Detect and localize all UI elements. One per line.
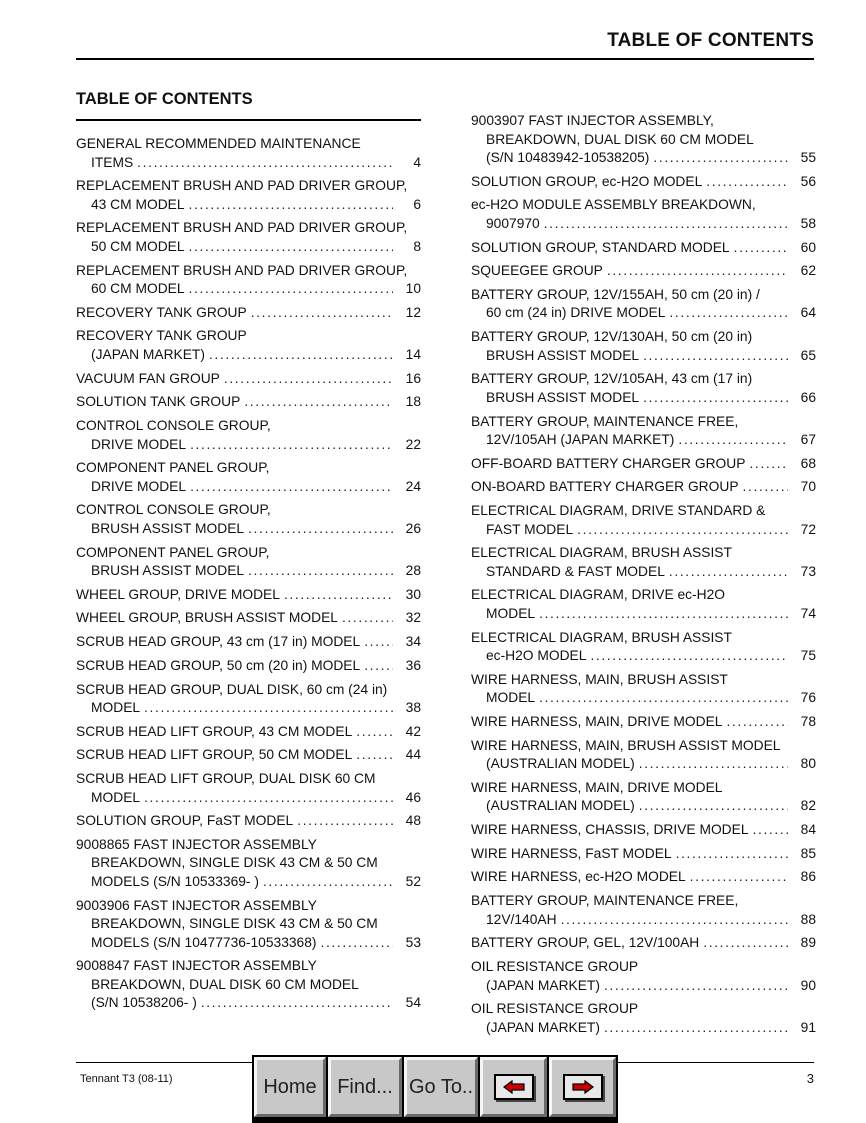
toc-entry-title-line: 9007970 — [486, 215, 540, 231]
toc-entry-title-line: 60 cm (24 in) DRIVE MODEL — [486, 305, 666, 321]
toc-page-number[interactable]: 4 — [413, 154, 421, 170]
footer-page-number: 3 — [806, 1071, 814, 1086]
dot-leader — [364, 657, 393, 676]
dot-leader — [137, 154, 393, 173]
toc-entry[interactable] — [76, 327, 421, 364]
toc-entry-title-line: STANDARD & FAST MODEL — [486, 563, 665, 579]
toc-page-number[interactable]: 16 — [405, 370, 421, 386]
toc-entry[interactable] — [471, 779, 816, 816]
dot-leader — [690, 868, 788, 887]
home-button[interactable]: Home — [254, 1057, 326, 1117]
toc-entry[interactable] — [76, 370, 421, 389]
toc-entry[interactable] — [471, 413, 816, 450]
toc-entry[interactable] — [76, 812, 421, 831]
toc-entry[interactable] — [76, 262, 421, 299]
dot-leader — [703, 934, 788, 953]
toc-entry[interactable] — [471, 286, 816, 323]
toc-entry-title-line: 9003907 FAST INJECTOR ASSEMBLY, — [471, 113, 714, 128]
toc-page-number[interactable]: 68 — [800, 455, 816, 471]
toc-entry-title-line: 9008865 FAST INJECTOR ASSEMBLY — [76, 836, 317, 852]
toc-entry-title-line: BATTERY GROUP, GEL, 12V/100AH — [471, 935, 700, 951]
dot-leader — [190, 478, 393, 497]
toc-page-number[interactable]: 75 — [800, 648, 816, 664]
toc-entry[interactable] — [76, 177, 421, 214]
toc-entry-title-line: ELECTRICAL DIAGRAM, BRUSH ASSIST — [471, 545, 732, 561]
dot-leader — [144, 699, 393, 718]
toc-entry[interactable] — [471, 502, 816, 539]
toc-entry[interactable] — [76, 746, 421, 765]
toc-entry[interactable] — [471, 544, 816, 581]
toc-page-number[interactable]: 89 — [800, 935, 816, 951]
dot-leader — [364, 633, 393, 652]
toc-entry[interactable] — [76, 836, 421, 892]
toc-entry-title-line: ec-H2O MODEL — [486, 648, 587, 664]
toc-entry-title-line: (AUSTRALIAN MODEL) — [486, 798, 635, 814]
toc-left-column — [76, 135, 421, 1018]
toc-entry-title-line: RECOVERY TANK GROUP — [76, 328, 247, 344]
toc-entry[interactable] — [76, 544, 421, 581]
dot-leader — [607, 262, 788, 281]
toc-entry-title-line: RECOVERY TANK GROUP — [76, 304, 247, 320]
toc-page-number[interactable]: 54 — [405, 995, 421, 1011]
toc-entry-title-line: MODELS (S/N 10477736-10533368) — [91, 934, 317, 950]
dot-leader — [539, 605, 788, 624]
toc-entry[interactable] — [76, 897, 421, 953]
toc-entry-title-line: 50 CM MODEL — [91, 238, 185, 254]
toc-entry-title-line: ELECTRICAL DIAGRAM, DRIVE STANDARD & — [471, 503, 766, 519]
dot-leader — [209, 346, 393, 365]
dot-leader — [669, 304, 788, 323]
toc-page-number[interactable]: 72 — [800, 521, 816, 537]
toc-entry-title-line: WIRE HARNESS, FaST MODEL — [471, 845, 672, 861]
toc-entry-title-line: BREAKDOWN, SINGLE DISK 43 CM & 50 CM — [91, 916, 378, 932]
toc-entry-title-line: SOLUTION GROUP, FaST MODEL — [76, 813, 294, 829]
toc-page-number[interactable]: 67 — [800, 432, 816, 447]
toc-page-number[interactable]: 28 — [405, 563, 421, 579]
toc-entry[interactable] — [76, 657, 421, 676]
dot-leader — [706, 173, 788, 192]
dot-leader — [590, 647, 788, 666]
toc-entry-title-line: SCRUB HEAD GROUP, DUAL DISK, 60 cm (24 in) — [76, 681, 388, 697]
section-divider — [76, 119, 421, 121]
toc-entry-title-line: SCRUB HEAD GROUP, 43 cm (17 in) MODEL — [76, 634, 361, 650]
dot-leader — [201, 994, 393, 1013]
toc-entry-title-line: OIL RESISTANCE GROUP — [471, 959, 639, 974]
toc-entry[interactable] — [471, 112, 816, 168]
toc-page-number[interactable]: 14 — [405, 346, 421, 362]
toc-page-number[interactable]: 36 — [405, 657, 421, 673]
dot-leader — [321, 934, 394, 953]
toc-entry-title-line: COMPONENT PANEL GROUP, — [76, 460, 270, 476]
toc-entry[interactable] — [471, 328, 816, 365]
toc-page-number[interactable]: 85 — [800, 845, 816, 861]
toc-entry[interactable] — [76, 501, 421, 538]
dot-leader — [753, 821, 788, 840]
toc-page-number[interactable]: 42 — [405, 723, 421, 739]
toc-entry[interactable] — [471, 934, 816, 953]
toc-entry[interactable] — [471, 478, 816, 497]
toc-page-number[interactable]: 32 — [405, 610, 421, 626]
toc-entry-title-line: SOLUTION GROUP, ec-H2O MODEL — [471, 173, 703, 189]
toc-entry-title-line: ELECTRICAL DIAGRAM, DRIVE ec-H2O — [471, 587, 726, 603]
dot-leader — [734, 239, 788, 258]
toc-entry[interactable] — [76, 586, 421, 605]
toc-entry[interactable] — [76, 417, 421, 454]
toc-entry-title-line: REPLACEMENT BRUSH AND PAD DRIVER GROUP, — [76, 220, 408, 236]
toc-entry[interactable] — [76, 723, 421, 742]
toc-entry[interactable] — [76, 633, 421, 652]
toc-page-number[interactable]: 18 — [405, 394, 421, 410]
toc-entry-title-line: (JAPAN MARKET) — [91, 346, 205, 362]
toc-entry[interactable] — [471, 958, 816, 995]
dot-leader — [678, 431, 788, 450]
toc-page-number[interactable]: 62 — [800, 263, 816, 279]
toc-page-number[interactable]: 82 — [800, 798, 816, 814]
dot-leader — [189, 280, 393, 299]
page-header-title: TABLE OF CONTENTS — [607, 30, 814, 51]
toc-page-number[interactable]: 78 — [800, 714, 816, 729]
toc-entry-title-line: OIL RESISTANCE GROUP — [471, 1001, 639, 1017]
toc-entry-title-line: ELECTRICAL DIAGRAM, BRUSH ASSIST — [471, 629, 732, 645]
toc-page-number[interactable]: 55 — [800, 150, 816, 165]
toc-page-number[interactable]: 6 — [413, 196, 421, 212]
dot-leader — [297, 812, 393, 831]
toc-entry-title-line: BATTERY GROUP, MAINTENANCE FREE, — [471, 893, 739, 909]
toc-entry-title-line: (S/N 10483942-10538205) — [486, 150, 650, 165]
left-arrow-icon — [494, 1074, 534, 1100]
dot-leader — [144, 789, 393, 808]
dot-leader — [248, 520, 393, 539]
toc-entry[interactable] — [471, 868, 816, 887]
toc-entry-title-line: BATTERY GROUP, 12V/155AH, 50 cm (20 in) / — [471, 286, 760, 302]
dot-leader — [356, 746, 393, 765]
toc-entry-title-line: FAST MODEL — [486, 521, 574, 537]
toc-entry-title-line: WIRE HARNESS, MAIN, BRUSH ASSIST — [471, 671, 728, 687]
toc-right-column — [471, 112, 816, 1042]
toc-entry[interactable] — [76, 681, 421, 718]
toc-entry[interactable] — [471, 629, 816, 666]
toc-page-number[interactable]: 56 — [800, 173, 816, 189]
dot-leader — [189, 238, 393, 257]
dot-leader — [248, 562, 393, 581]
toc-entry[interactable] — [471, 821, 816, 840]
toc-entry-title-line: VACUUM FAN GROUP — [76, 370, 220, 386]
toc-entry-title-line: 9003906 FAST INJECTOR ASSEMBLY — [76, 897, 317, 913]
toc-entry[interactable] — [471, 1000, 816, 1037]
toc-entry-title-line: SCRUB HEAD LIFT GROUP, 43 CM MODEL — [76, 723, 353, 739]
toc-entry[interactable] — [471, 196, 816, 233]
toc-page-number[interactable]: 58 — [800, 215, 816, 231]
find-button[interactable]: Find... — [328, 1057, 402, 1117]
toc-entry[interactable] — [76, 219, 421, 256]
header-divider — [76, 58, 814, 60]
toc-entry[interactable] — [471, 239, 816, 258]
toc-entry-title-line: BATTERY GROUP, 12V/105AH, 43 cm (17 in) — [471, 371, 753, 387]
toc-entry-title-line: 43 CM MODEL — [91, 196, 185, 212]
dot-leader — [653, 149, 788, 168]
toc-entry-title-line: OFF-BOARD BATTERY CHARGER GROUP — [471, 455, 746, 471]
dot-leader — [577, 521, 788, 540]
toc-page-number[interactable]: 10 — [405, 281, 421, 297]
toc-page-number[interactable]: 48 — [405, 813, 421, 829]
toc-page-number[interactable]: 90 — [800, 977, 816, 993]
toc-entry-title-line: BREAKDOWN, DUAL DISK 60 CM MODEL — [91, 976, 359, 992]
toc-page-number[interactable]: 91 — [800, 1019, 816, 1035]
toc-page-number[interactable]: 8 — [413, 238, 421, 254]
toc-entry-title-line: SCRUB HEAD LIFT GROUP, DUAL DISK 60 CM — [76, 771, 376, 787]
dot-leader — [643, 347, 788, 366]
toc-entry-title-line: ec-H2O MODULE ASSEMBLY BREAKDOWN, — [471, 197, 756, 213]
toc-entry[interactable] — [76, 770, 421, 807]
toc-entry-title-line: BRUSH ASSIST MODEL — [486, 347, 640, 363]
toc-entry-title-line: SCRUB HEAD GROUP, 50 cm (20 in) MODEL — [76, 657, 361, 673]
toc-entry[interactable] — [471, 262, 816, 281]
toc-page-number[interactable]: 64 — [800, 305, 816, 321]
toc-entry-title-line: 60 CM MODEL — [91, 281, 185, 297]
section-title: TABLE OF CONTENTS — [76, 90, 253, 108]
toc-entry[interactable] — [471, 713, 816, 732]
toc-page-number[interactable]: 76 — [800, 690, 816, 706]
toc-entry-title-line: (AUSTRALIAN MODEL) — [486, 756, 635, 772]
previous-page-button[interactable] — [480, 1057, 547, 1117]
toc-entry-title-line: SOLUTION GROUP, STANDARD MODEL — [471, 239, 730, 255]
toc-page-number[interactable]: 12 — [405, 304, 421, 320]
toc-entry[interactable] — [76, 459, 421, 496]
toc-entry[interactable] — [471, 737, 816, 774]
toc-page-number[interactable]: 86 — [800, 869, 816, 885]
toc-entry-title-line: WIRE HARNESS, MAIN, DRIVE MODEL — [471, 779, 723, 795]
toc-entry-title-line: REPLACEMENT BRUSH AND PAD DRIVER GROUP, — [76, 178, 408, 194]
dot-leader — [561, 911, 788, 930]
toc-page-number[interactable]: 26 — [405, 520, 421, 536]
toc-entry[interactable] — [471, 455, 816, 474]
dot-leader — [749, 455, 788, 474]
toc-entry[interactable] — [76, 393, 421, 412]
toc-entry-title-line: (JAPAN MARKET) — [486, 977, 600, 993]
dot-leader — [263, 873, 393, 892]
toc-entry-title-line: WHEEL GROUP, BRUSH ASSIST MODEL — [76, 610, 338, 626]
toc-entry-title-line: BRUSH ASSIST MODEL — [486, 389, 640, 405]
toc-entry-title-line: 12V/140AH — [486, 911, 557, 927]
dot-leader — [669, 563, 788, 582]
toc-page-number[interactable]: 46 — [405, 789, 421, 805]
toc-entry-title-line: WIRE HARNESS, MAIN, DRIVE MODEL — [471, 714, 723, 729]
toc-entry-title-line: BATTERY GROUP, MAINTENANCE FREE, — [471, 413, 739, 429]
toc-entry[interactable] — [76, 304, 421, 323]
toc-page-number[interactable]: 38 — [405, 700, 421, 715]
toc-entry-title-line: CONTROL CONSOLE GROUP, — [76, 502, 271, 518]
toc-entry-title-line: (JAPAN MARKET) — [486, 1019, 600, 1035]
dot-leader — [251, 304, 393, 323]
dot-leader — [356, 723, 393, 742]
toc-entry-title-line: BREAKDOWN, DUAL DISK 60 CM MODEL — [486, 131, 754, 147]
toc-entry-title-line: BRUSH ASSIST MODEL — [91, 563, 245, 579]
footer-doc-id: Tennant T3 (08-11) — [80, 1073, 173, 1085]
toc-page-number[interactable]: 73 — [800, 563, 816, 579]
dot-leader — [284, 586, 393, 605]
toc-page-number[interactable]: 65 — [800, 347, 816, 363]
toc-entry-title-line: REPLACEMENT BRUSH AND PAD DRIVER GROUP, — [76, 262, 408, 278]
toc-page-number[interactable]: 24 — [405, 478, 421, 494]
toc-entry-title-line: MODEL — [91, 789, 141, 805]
dot-leader — [643, 389, 788, 408]
toc-entry-title-line: 9008847 FAST INJECTOR ASSEMBLY — [76, 958, 317, 974]
toc-page-number[interactable]: 52 — [405, 873, 421, 889]
dot-leader — [544, 215, 788, 234]
right-arrow-icon — [563, 1074, 603, 1100]
toc-entry-title-line: GENERAL RECOMMENDED MAINTENANCE — [76, 136, 361, 151]
toc-entry-title-line: WIRE HARNESS, MAIN, BRUSH ASSIST MODEL — [471, 737, 781, 753]
toc-entry-title-line: ON-BOARD BATTERY CHARGER GROUP — [471, 479, 739, 495]
toc-entry[interactable] — [76, 135, 421, 172]
dot-leader — [639, 797, 788, 816]
toc-entry-title-line: BREAKDOWN, SINGLE DISK 43 CM & 50 CM — [91, 855, 378, 871]
toc-entry-title-line: 12V/105AH (JAPAN MARKET) — [486, 432, 675, 447]
toc-entry-title-line: ITEMS — [91, 154, 134, 170]
dot-leader — [726, 713, 788, 732]
toc-entry[interactable] — [471, 671, 816, 708]
toc-entry-title-line: MODELS (S/N 10533369- ) — [91, 873, 259, 889]
toc-entry[interactable] — [76, 609, 421, 628]
dot-leader — [244, 393, 393, 412]
toc-page-number[interactable]: 88 — [800, 911, 816, 927]
dot-leader — [342, 609, 393, 628]
toc-entry-title-line: DRIVE MODEL — [91, 436, 187, 452]
toc-entry-title-line: MODEL — [91, 700, 141, 715]
toc-page-number[interactable]: 74 — [800, 605, 816, 621]
toc-entry-title-line: BRUSH ASSIST MODEL — [91, 520, 245, 536]
toc-entry-title-line: DRIVE MODEL — [91, 478, 187, 494]
dot-leader — [604, 1019, 788, 1038]
dot-leader — [676, 845, 788, 864]
goto-button[interactable]: Go To.. — [404, 1057, 478, 1117]
toc-page-number[interactable]: 22 — [405, 436, 421, 452]
toc-entry-title-line: WIRE HARNESS, ec-H2O MODEL — [471, 869, 686, 885]
toc-entry-title-line: BATTERY GROUP, 12V/130AH, 50 cm (20 in) — [471, 329, 753, 345]
toc-entry-title-line: (S/N 10538206- ) — [91, 995, 197, 1011]
toc-entry-title-line: SOLUTION TANK GROUP — [76, 394, 241, 410]
toc-entry[interactable] — [471, 892, 816, 929]
toc-entry-title-line: CONTROL CONSOLE GROUP, — [76, 418, 271, 433]
toc-page-number[interactable]: 34 — [405, 634, 421, 650]
toc-entry[interactable] — [471, 370, 816, 407]
toc-entry[interactable] — [76, 957, 421, 1013]
toc-page-number[interactable]: 84 — [800, 822, 816, 838]
toc-page-number[interactable]: 53 — [405, 934, 421, 950]
toc-entry[interactable] — [471, 173, 816, 192]
toc-entry-title-line: COMPONENT PANEL GROUP, — [76, 544, 270, 560]
next-page-button[interactable] — [549, 1057, 616, 1117]
toc-page-number[interactable]: 80 — [800, 756, 816, 772]
toc-page-number[interactable]: 60 — [800, 239, 816, 255]
toc-page-number[interactable]: 70 — [800, 479, 816, 495]
toc-page-number[interactable]: 44 — [405, 747, 421, 763]
toc-entry[interactable] — [471, 845, 816, 864]
toc-entry-title-line: SQUEEGEE GROUP — [471, 263, 603, 279]
toc-page-number[interactable]: 66 — [800, 389, 816, 405]
toc-page-number[interactable]: 30 — [405, 586, 421, 602]
toc-entry-title-line: WIRE HARNESS, CHASSIS, DRIVE MODEL — [471, 822, 749, 838]
toc-entry-title-line: WHEEL GROUP, DRIVE MODEL — [76, 586, 280, 602]
dot-leader — [190, 436, 393, 455]
toc-entry[interactable] — [471, 586, 816, 623]
toc-entry-title-line: SCRUB HEAD LIFT GROUP, 50 CM MODEL — [76, 747, 353, 763]
dot-leader — [189, 196, 393, 215]
navigation-bar — [252, 1055, 618, 1123]
dot-leader — [539, 689, 788, 708]
toc-entry-title-line: MODEL — [486, 690, 536, 706]
dot-leader — [743, 478, 788, 497]
dot-leader — [604, 977, 788, 996]
dot-leader — [224, 370, 393, 389]
toc-entry-title-line: MODEL — [486, 605, 536, 621]
dot-leader — [639, 755, 788, 774]
